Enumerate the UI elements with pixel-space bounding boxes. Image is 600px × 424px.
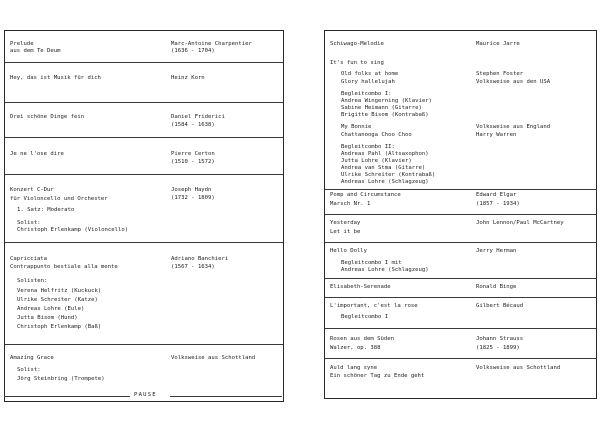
title-line: L'important, c'est la rose <box>330 303 418 309</box>
title-line: Marsch Nr. 1 <box>330 201 371 207</box>
composer: John Lennon/Paul McCartney <box>476 220 564 226</box>
title-line: Hello Dolly <box>330 248 368 254</box>
title-line: Yesterday <box>330 220 361 226</box>
combo-label: Begleitcombo I <box>341 314 389 320</box>
composer: Edward Elgar <box>476 192 517 198</box>
composer: Heinz Korn <box>171 75 205 81</box>
composer-dates: (1567 - 1634) <box>171 264 215 270</box>
title-line: Drei schöne Dinge fein <box>10 114 85 120</box>
divider <box>5 344 283 345</box>
song-title: Chattanooga Choo Choo <box>341 132 412 138</box>
divider <box>325 328 596 329</box>
combo-member: Andreas Pahl (Altsaxophon) <box>341 151 429 157</box>
composer: Harry Warren <box>476 132 517 138</box>
title-line: Amazing Grace <box>10 355 54 361</box>
combo-member: Ulrike Schreiter (Kontrabaß) <box>341 172 436 178</box>
medley-title: It's fun to sing <box>330 60 384 66</box>
composer: Joseph Haydn <box>171 187 212 193</box>
divider <box>325 278 596 279</box>
combo-member: Andrea Wingerning (Klavier) <box>341 98 432 104</box>
soloist-label: Solist: <box>17 220 41 226</box>
composer: Maurice Jarre <box>476 41 520 47</box>
divider <box>325 214 596 215</box>
composer-dates: (1510 - 1572) <box>171 159 215 165</box>
soloist-label: Solisten: <box>17 278 48 284</box>
soloist-label: Solist: <box>17 367 41 373</box>
divider <box>5 242 283 243</box>
divider <box>325 242 596 243</box>
combo-member: Jutta Lohre (Klavier) <box>341 158 412 164</box>
combo-label: Begleitcombo I mit <box>341 260 402 266</box>
title-line: Contrappunto bestiale alla mente <box>10 264 118 270</box>
title-line: Pomp and Circumstance <box>330 192 401 198</box>
divider <box>5 174 283 175</box>
composer-dates: (1584 - 1638) <box>171 122 215 128</box>
title-line: Schiwago-Melodie <box>330 41 384 47</box>
composer: Stephen Foster <box>476 71 524 77</box>
soloist-name: Verena Helfritz (Kuckuck) <box>17 288 102 294</box>
combo-member: Andreas Lohre (Schlagzeug) <box>341 179 429 185</box>
composer: Adriano Banchieri <box>171 256 229 262</box>
combo-member: Andrea van Stma (Gitarre) <box>341 165 426 171</box>
composer: Pierre Certon <box>171 151 215 157</box>
divider <box>5 137 283 138</box>
title-line: Let it be <box>330 229 361 235</box>
song-title: My Bonnie <box>341 124 372 130</box>
combo-member: Sabine Heimann (Gitarre) <box>341 105 422 111</box>
title-line: Prelude <box>10 41 34 47</box>
song-title: Old folks at home <box>341 71 399 77</box>
movement-line: 1. Satz: Moderato <box>17 207 75 213</box>
composer: Volksweise aus Schottland <box>476 365 561 371</box>
title-line: aus dem Te Deum <box>10 48 61 54</box>
composer: Gilbert Bécaud <box>476 303 524 309</box>
title-line: für Violoncello und Orchester <box>10 196 108 202</box>
composer-dates: (1825 - 1899) <box>476 345 520 351</box>
combo-label: Begleitcombo I: <box>341 91 392 97</box>
intermission-label: PAUSE <box>134 392 157 398</box>
composer: Ronald Binge <box>476 284 517 290</box>
title-line: Ein schöner Tag zu Ende geht <box>330 373 425 379</box>
title-line: Elisabeth-Serenade <box>330 284 391 290</box>
divider <box>5 102 283 103</box>
pause-line-left <box>4 396 130 397</box>
divider <box>325 358 596 359</box>
combo-label: Begleitcombo II: <box>341 144 395 150</box>
soloist-name: Christoph Erlenkamp (Baß) <box>17 324 102 330</box>
pause-line-right <box>170 396 282 397</box>
soloist-name: Jörg Steinbring (Trompete) <box>17 376 105 382</box>
title-line: Capricciata <box>10 256 48 262</box>
composer-dates: (1636 - 1704) <box>171 48 215 54</box>
divider <box>325 189 596 190</box>
divider <box>5 62 283 63</box>
soloist-name: Christoph Erlenkamp (Violoncello) <box>17 227 129 233</box>
composer: Volksweise aus den USA <box>476 79 551 85</box>
song-title: Glory hallelujah <box>341 79 395 85</box>
title-line: Walzer, op. 388 <box>330 345 381 351</box>
title-line: Hey, das ist Musik für dich <box>10 75 101 81</box>
composer-dates: (1732 - 1809) <box>171 195 215 201</box>
composer: Volksweise aus England <box>476 124 551 130</box>
title-line: Konzert C-Dur <box>10 187 54 193</box>
composer: Jerry Herman <box>476 248 517 254</box>
left-program-page <box>4 30 284 402</box>
combo-member: Andreas Lohre (Schlagzeug) <box>341 267 429 273</box>
divider <box>325 297 596 298</box>
right-program-page <box>324 30 597 399</box>
soloist-name: Jutta Bisom (Hund) <box>17 315 78 321</box>
composer: Johann Strauss <box>476 336 524 342</box>
composer: Marc-Antoine Charpentier <box>171 41 252 47</box>
title-line: Je ne l'ose dire <box>10 151 64 157</box>
composer: Daniel Friderici <box>171 114 225 120</box>
composer: Volksweise aus Schottland <box>171 355 256 361</box>
composer-dates: (1857 - 1934) <box>476 201 520 207</box>
title-line: Rosen aus dem Süden <box>330 336 394 342</box>
title-line: Auld lang syne <box>330 365 378 371</box>
soloist-name: Ulrike Schreiter (Katze) <box>17 297 98 303</box>
combo-member: Brigitte Bisom (Kontrabaß) <box>341 112 429 118</box>
soloist-name: Andreas Lohre (Eule) <box>17 306 85 312</box>
